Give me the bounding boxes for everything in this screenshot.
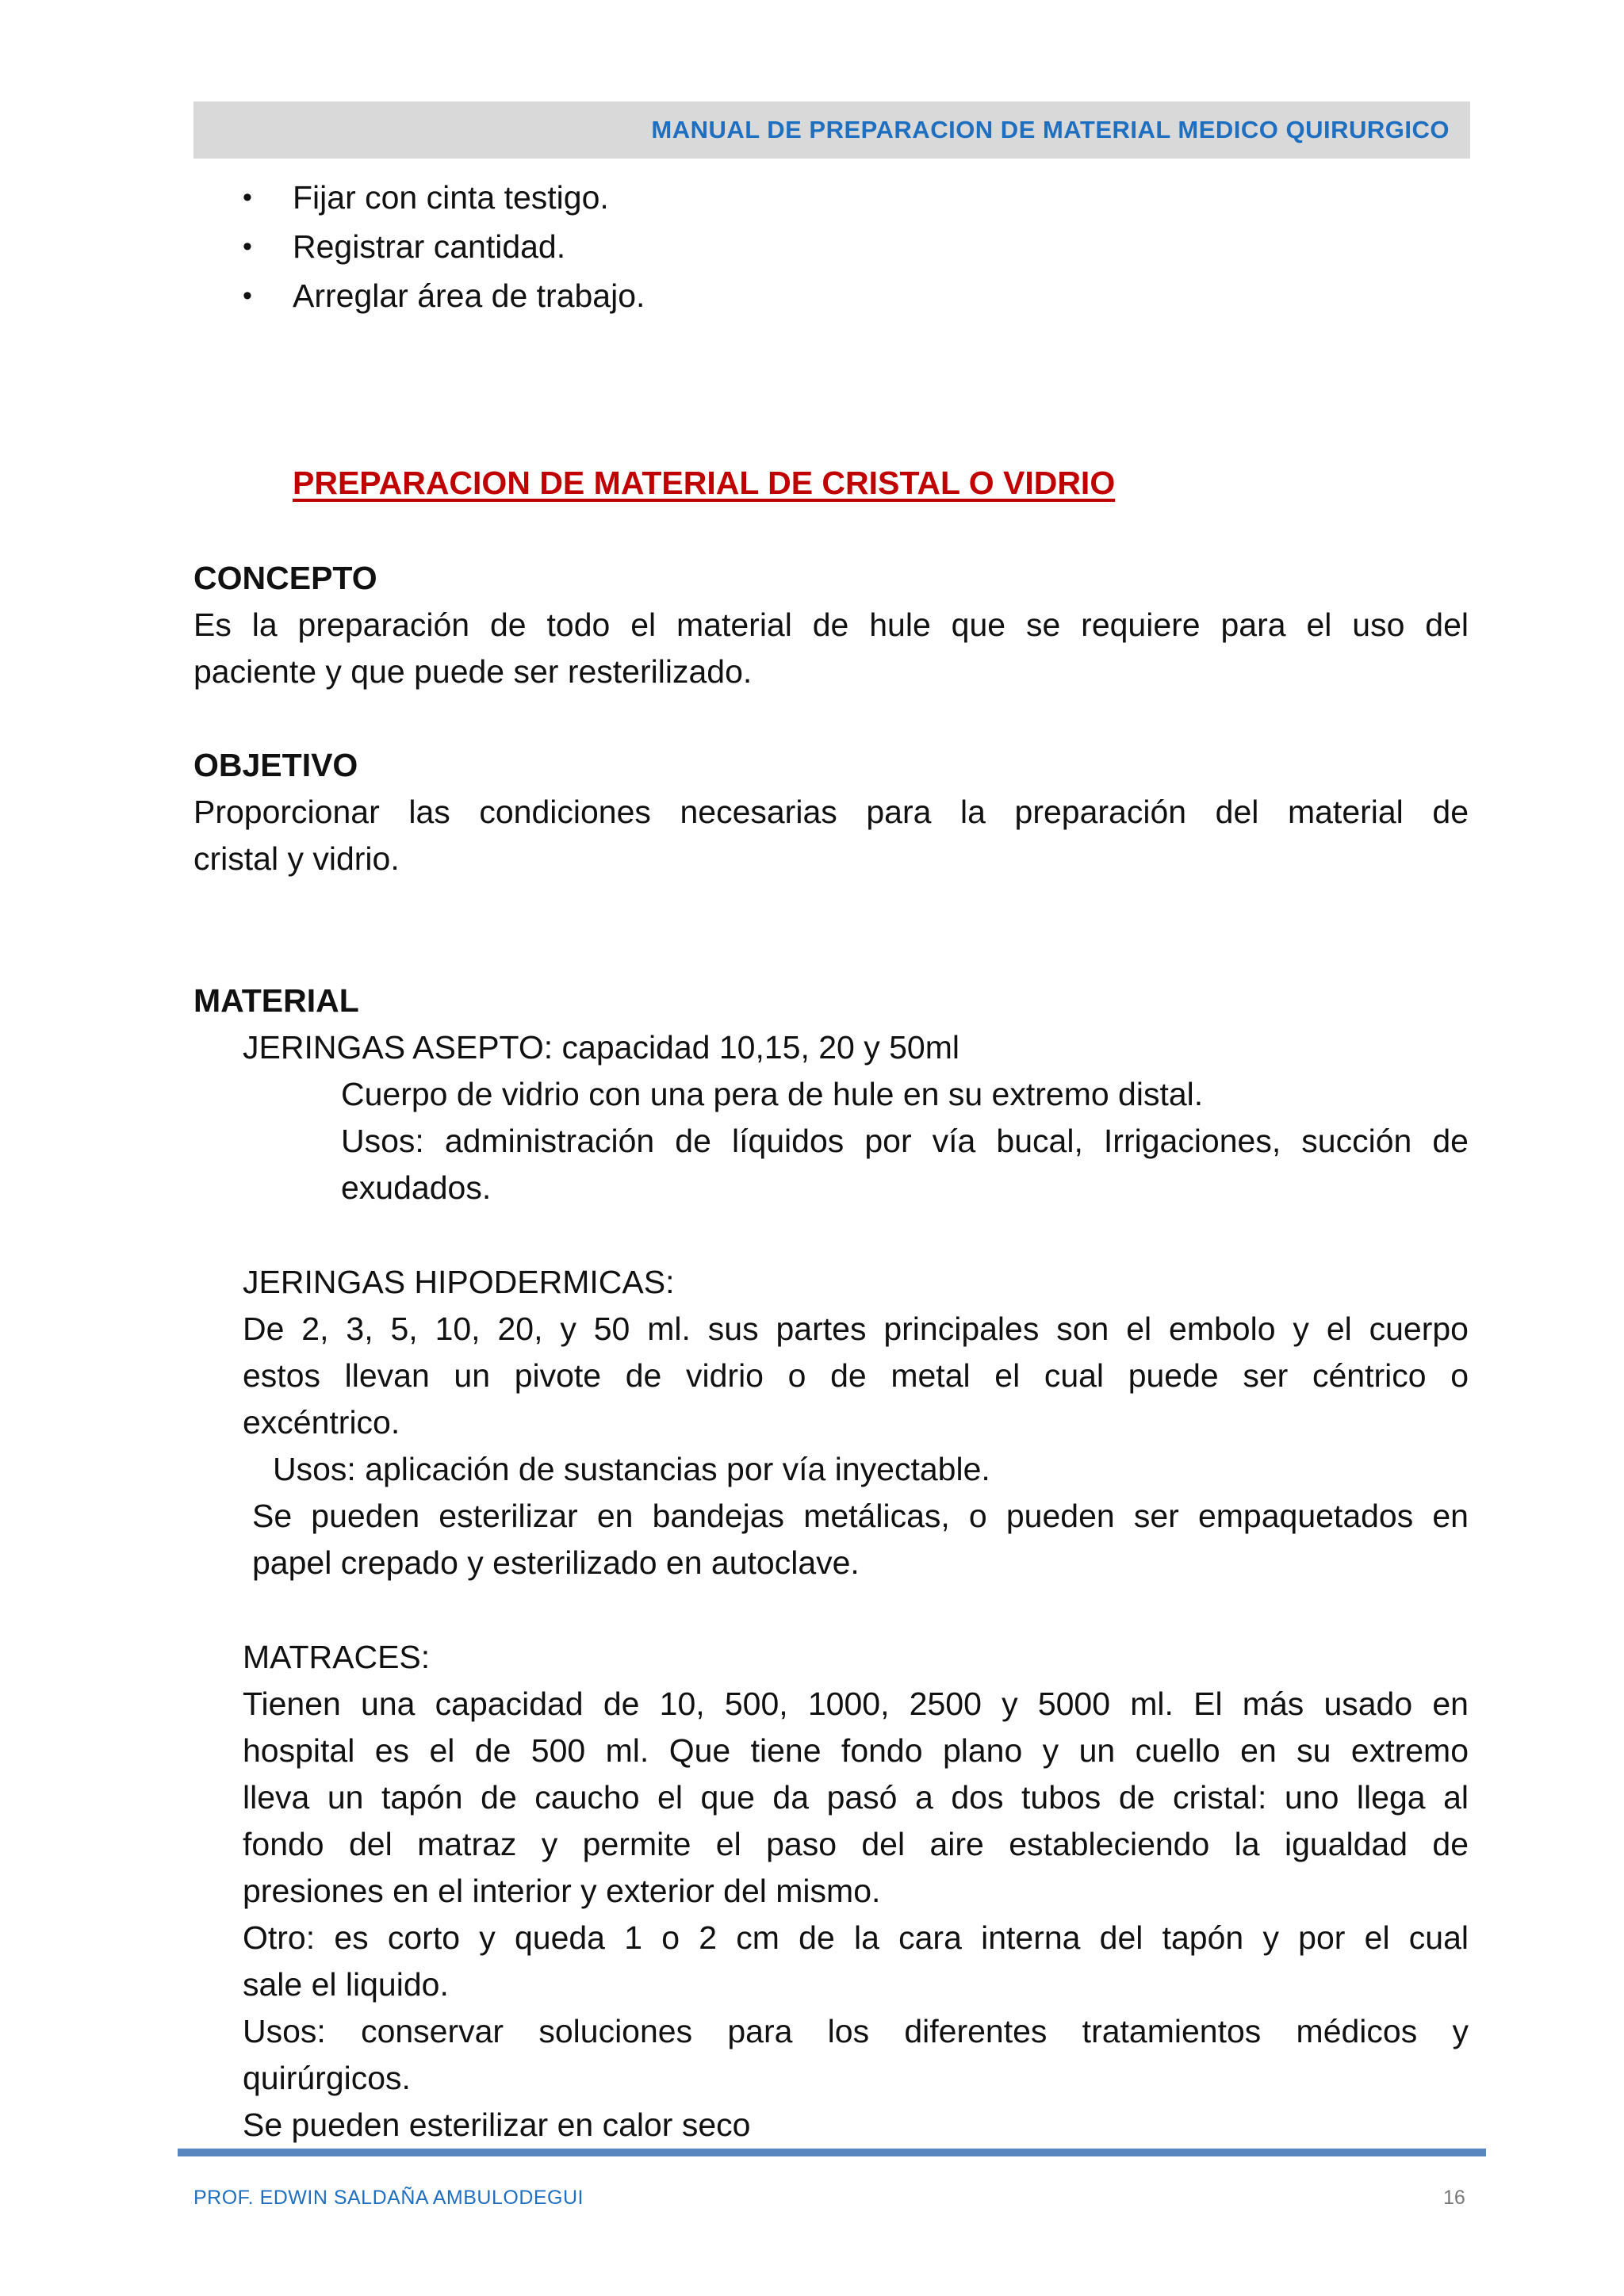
asepto-title: JERINGAS ASEPTO: capacidad 10,15, 20 y 50ml (243, 1029, 959, 1066)
hipodermicas-line-5: Se pueden esterilizar en bandejas metálicas, o pueden ser empaquetados en (252, 1498, 1469, 1534)
concepto-line-1: Es la preparación de todo el material de hule que se requiere para el uso del (193, 607, 1469, 643)
objetivo-line-2: cristal y vidrio. (193, 840, 400, 877)
matraces-line-10: Se pueden esterilizar en calor seco (243, 2107, 751, 2143)
page-number: 16 (1443, 2187, 1465, 2209)
hipodermicas-line-3: excéntrico. (243, 1404, 400, 1441)
hipodermicas-line-1: De 2, 3, 5, 10, 20, y 50 ml. sus partes principales son el embolo y el cuerpo (243, 1311, 1469, 1347)
bullet-icon: • (243, 232, 252, 262)
bullet-icon: • (243, 281, 252, 311)
matraces-line-3: lleva un tapón de caucho el que da pasó a dos tubos de cristal: uno llega al (243, 1779, 1469, 1816)
asepto-line-2: Usos: administración de líquidos por vía bucal, Irrigaciones, succión de (341, 1123, 1469, 1159)
matraces-line-8: Usos: conservar soluciones para los diferentes tratamientos médicos y (243, 2013, 1469, 2049)
page-header (193, 101, 1470, 159)
matraces-line-5: presiones en el interior y exterior del mismo. (243, 1873, 881, 1909)
matraces-line-6: Otro: es corto y queda 1 o 2 cm de la cara interna del tapón y por el cual (243, 1919, 1469, 1956)
matraces-line-1: Tienen una capacidad de 10, 500, 1000, 2500 y 5000 ml. El más usado en (243, 1686, 1469, 1722)
list-item: Arreglar área de trabajo. (293, 277, 645, 314)
section-title: PREPARACION DE MATERIAL DE CRISTAL O VIDRIO (293, 465, 1116, 501)
footer-author: PROF. EDWIN SALDAÑA AMBULODEGUI (193, 2187, 584, 2209)
hipodermicas-line-6: papel crepado y esterilizado en autoclave. (252, 1544, 860, 1581)
concepto-heading: CONCEPTO (193, 560, 377, 596)
material-heading: MATERIAL (193, 982, 359, 1019)
bullet-icon: • (243, 182, 252, 212)
list-item: Registrar cantidad. (293, 228, 566, 265)
matraces-line-9: quirúrgicos. (243, 2060, 411, 2096)
hipodermicas-line-4: Usos: aplicación de sustancias por vía inyectable. (273, 1451, 990, 1487)
matraces-title: MATRACES: (243, 1639, 431, 1675)
matraces-line-7: sale el liquido. (243, 1966, 449, 2003)
matraces-line-4: fondo del matraz y permite el paso del aire estableciendo la igualdad de (243, 1826, 1469, 1862)
hipodermicas-title: JERINGAS HIPODERMICAS: (243, 1264, 675, 1300)
footer-divider (178, 2149, 1486, 2156)
asepto-line-3: exudados. (341, 1169, 492, 1206)
hipodermicas-line-2: estos llevan un pivote de vidrio o de metal el cual puede ser céntrico o (243, 1357, 1469, 1394)
list-item: Fijar con cinta testigo. (293, 179, 609, 216)
concepto-line-2: paciente y que puede ser resterilizado. (193, 653, 753, 690)
header-title: MANUAL DE PREPARACION DE MATERIAL MEDICO QUIRURGICO (651, 116, 1450, 144)
objetivo-heading: OBJETIVO (193, 747, 358, 783)
matraces-line-2: hospital es el de 500 ml. Que tiene fondo plano y un cuello en su extremo (243, 1732, 1469, 1769)
asepto-line-1: Cuerpo de vidrio con una pera de hule en su extremo distal. (341, 1076, 1204, 1112)
objetivo-line-1: Proporcionar las condiciones necesarias para la preparación del material de (193, 794, 1469, 830)
